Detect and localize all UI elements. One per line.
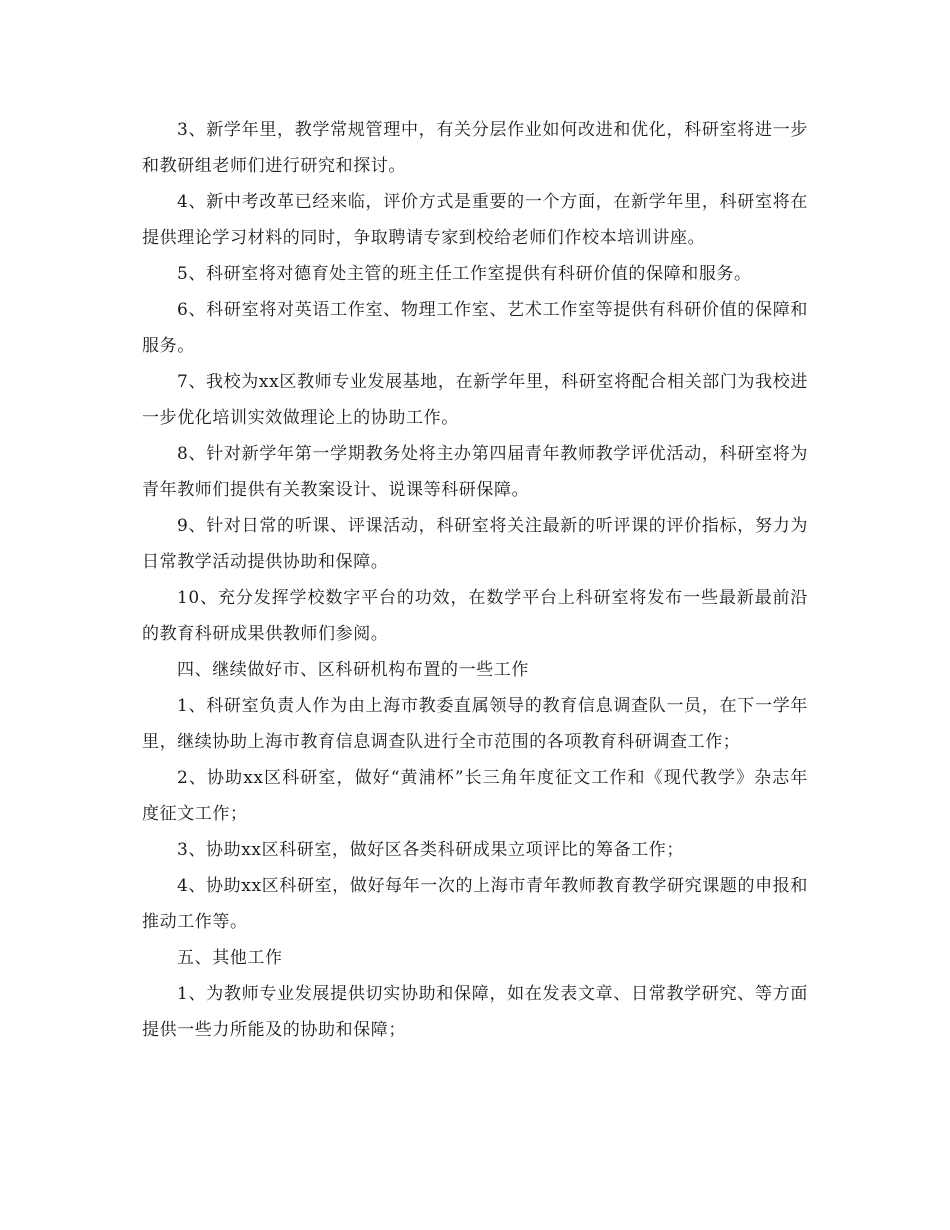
paragraph-item-10: 10、充分发挥学校数字平台的功效，在数学平台上科研室将发布一些最新最前沿的教育科研成果供教师们参阅。 — [142, 588, 808, 644]
section-heading-4: 四、继续做好市、区科研机构布置的一些工作 — [177, 660, 529, 680]
paragraph-section5-item-1: 1、为教师专业发展提供切实协助和保障，如在发表文章、日常教学研究、等方面提供一些力所能及的协助和保障； — [142, 984, 808, 1040]
paragraph-section4-item-1: 1、科研室负责人作为由上海市教委直属领导的教育信息调查队一员，在下一学年里，继续协助上海市教育信息调查队进行全市范围的各项教育科研调查工作； — [142, 696, 808, 752]
paragraph-item-4: 4、新中考改革已经来临，评价方式是重要的一个方面，在新学年里，科研室将在提供理论学习材料的同时，争取聘请专家到校给老师们作校本培训讲座。 — [142, 192, 808, 248]
section-heading-5: 五、其他工作 — [177, 948, 283, 968]
paragraph-item-5: 5、科研室将对德育处主管的班主任工作室提供有科研价值的保障和服务。 — [177, 264, 752, 284]
paragraph-item-7: 7、我校为xx区教师专业发展基地，在新学年里，科研室将配合相关部门为我校进一步优化培训实效做理论上的协助工作。 — [142, 372, 808, 428]
paragraph-item-6: 6、科研室将对英语工作室、物理工作室、艺术工作室等提供有科研价值的保障和服务。 — [142, 300, 808, 356]
paragraph-section4-item-4: 4、协助xx区科研室，做好每年一次的上海市青年教师教育教学研究课题的申报和推动工作等。 — [142, 876, 808, 932]
paragraph-item-3: 3、新学年里，教学常规管理中，有关分层作业如何改进和优化，科研室将进一步和教研组老师们进行研究和探讨。 — [142, 120, 808, 176]
paragraph-item-8: 8、针对新学年第一学期教务处将主办第四届青年教师教学评优活动，科研室将为青年教师们提供有关教案设计、说课等科研保障。 — [142, 444, 808, 500]
document-page — [142, 112, 808, 1048]
paragraph-section4-item-2: 2、协助xx区科研室，做好“黄浦杯”长三角年度征文工作和《现代教学》杂志年度征文工作； — [142, 768, 808, 824]
paragraph-section4-item-3: 3、协助xx区科研室，做好区各类科研成果立项评比的筹备工作； — [177, 840, 684, 860]
paragraph-item-9: 9、针对日常的听课、评课活动，科研室将关注最新的听评课的评价指标，努力为日常教学活动提供协助和保障。 — [142, 516, 808, 572]
